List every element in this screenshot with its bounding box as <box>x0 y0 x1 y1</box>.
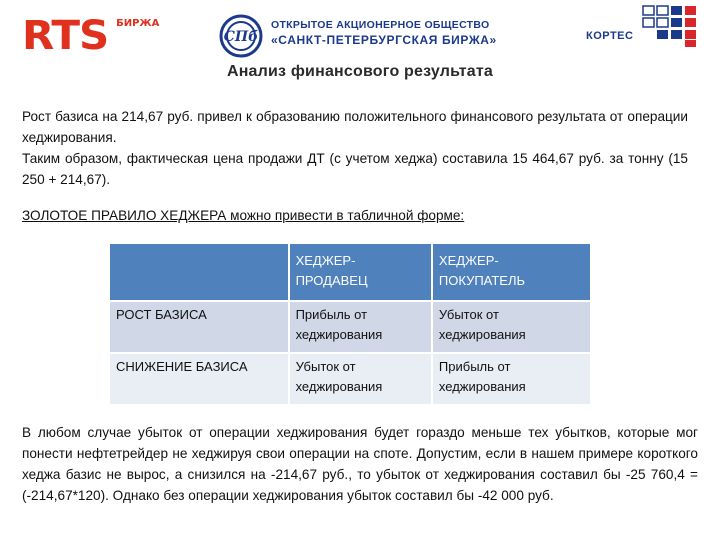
table-row <box>110 301 590 353</box>
table-header-row <box>110 244 590 301</box>
page-title: Анализ финансового результата <box>226 63 494 80</box>
rts-logo-text: RTS <box>22 13 109 59</box>
table-cell: Убыток от хеджирования <box>289 353 432 404</box>
table-header-cell: ХЕДЖЕР-ПОКУПАТЕЛЬ <box>432 244 590 301</box>
table-row <box>110 353 590 404</box>
rule-heading: ЗОЛОТОЕ ПРАВИЛО ХЕДЖЕРА можно привести в табличной форме: <box>22 208 465 223</box>
table-cell: СНИЖЕНИЕ БАЗИСА <box>110 353 289 404</box>
table-cell: Убыток от хеджирования <box>432 301 590 353</box>
table-header-cell <box>110 244 289 301</box>
spb-logo-line1: ОТКРЫТОЕ АКЦИОНЕРНОЕ ОБЩЕСТВО <box>271 19 490 31</box>
kortes-grid-icon <box>641 4 703 48</box>
conclusion-text <box>22 422 698 506</box>
table-cell: РОСТ БАЗИСА <box>110 301 289 353</box>
table-cell: Прибыль от хеджирования <box>289 301 432 353</box>
intro-line-1: Рост базиса на 214,67 руб. привел к образованию положительного финансового результата от операции хеджирования. <box>22 109 688 145</box>
rts-logo <box>22 13 160 59</box>
rts-logo-subtitle: БИРЖА <box>116 18 160 29</box>
hedger-rule-table <box>110 244 590 404</box>
kortes-logo-text: КОРТЕС <box>586 30 634 42</box>
spb-exchange-logo <box>219 14 519 58</box>
conclusion-paragraph: В любом случае убыток от операции хеджирования будет гораздо меньше тех убытков, которые мог понести нефтетрейдер не хеджируя свои операции на споте. Допустим, если в нашем примере короткого хеджа базис не вырос, а снизился на -214,67 руб., то убыток от хеджирования составил бы -25 760,4 = (-214,67*120). Однако без операции хеджирования убыток составил бы -42 000 руб. <box>22 425 698 503</box>
svg-text:СПб: СПб <box>223 29 259 45</box>
intro-text <box>22 106 688 190</box>
kortes-logo <box>586 4 704 48</box>
table-cell: Прибыль от хеджирования <box>432 353 590 404</box>
spb-logo-line2: «САНКТ-ПЕТЕРБУРГСКАЯ БИРЖА» <box>271 33 497 47</box>
spb-emblem-icon <box>219 14 263 58</box>
intro-line-2: Таким образом, фактическая цена продажи ДТ (с учетом хеджа) составила 15 464,67 руб. за тонну (15 250 + 214,67). <box>22 151 688 187</box>
table-header-cell: ХЕДЖЕР-ПРОДАВЕЦ <box>289 244 432 301</box>
